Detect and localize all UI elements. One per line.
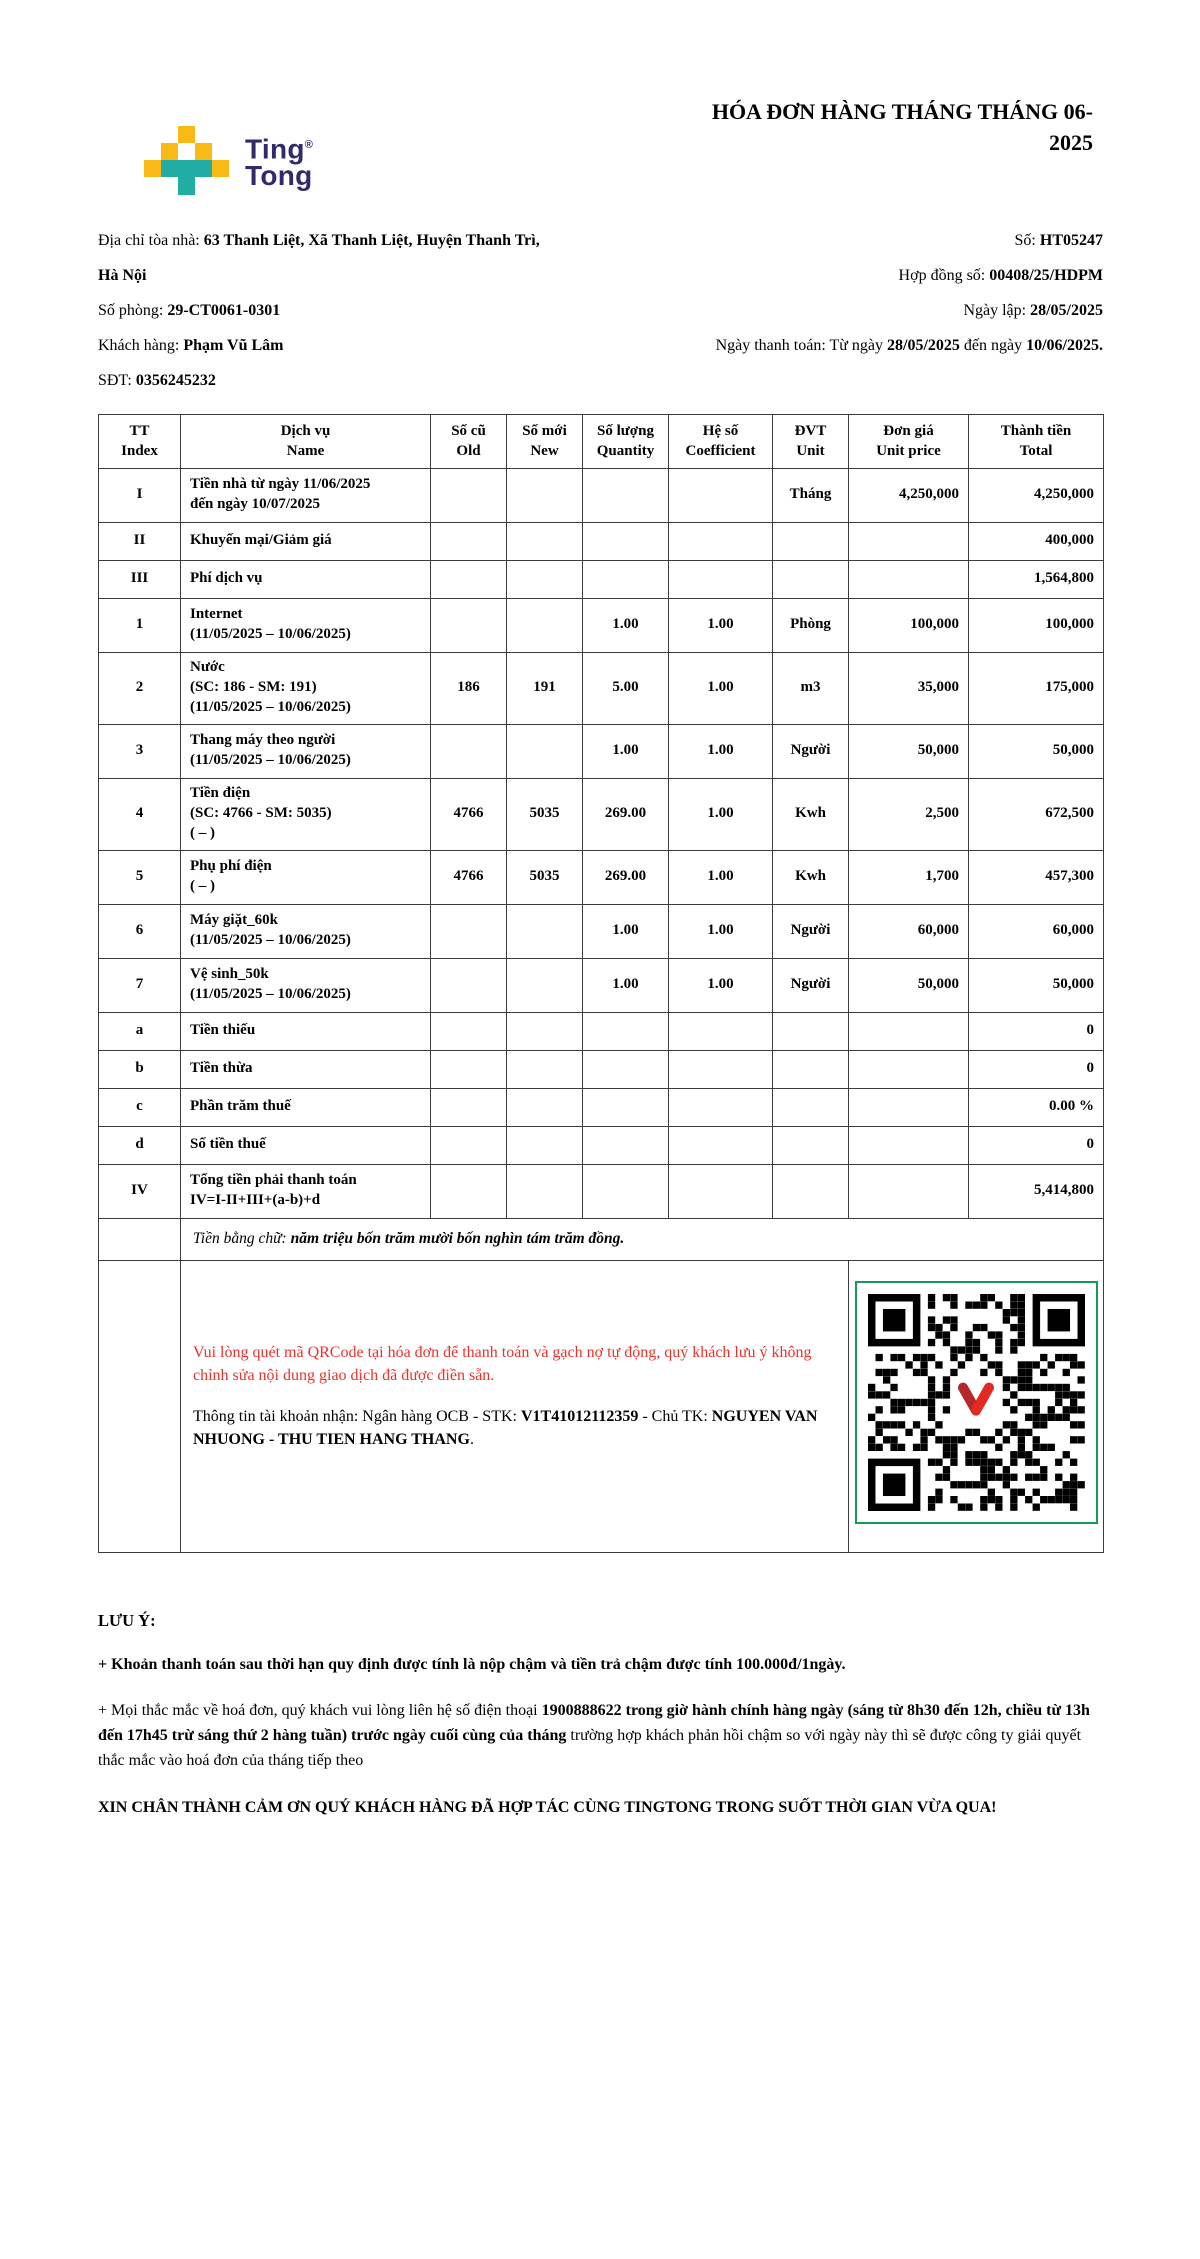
unit-price-cell: 50,000 <box>849 958 969 1012</box>
new-reading-cell <box>507 904 583 958</box>
contact-note-end: trường hợp khách phản hồi chậm so với ngày này thì sẽ được công ty giải quyết thắc mắc vào hoá đơn của tháng tiếp theo <box>98 1727 1082 1769</box>
coefficient-cell <box>669 1050 773 1088</box>
coefficient-cell <box>669 1012 773 1050</box>
service-name-cell <box>181 724 431 778</box>
invoice-table <box>98 414 1104 1553</box>
thanks-message: XIN CHÂN THÀNH CẢM ƠN QUÝ KHÁCH HÀNG ĐÃ HỢP TÁC CÙNG TINGTONG TRONG SUỐT THỜI GIAN VỪA QUA! <box>98 1798 997 1816</box>
unit-cell <box>773 1126 849 1164</box>
col-header-index: TT Index <box>99 415 181 469</box>
service-name-line: Tổng tiền phải thanh toán <box>190 1172 357 1189</box>
total-cell: 5,414,800 <box>969 1164 1104 1218</box>
col-header-old: Số cũ Old <box>431 415 507 469</box>
room-number <box>98 293 638 328</box>
total-cell: 0.00 % <box>969 1088 1104 1126</box>
address-label: Địa chỉ tòa nhà: <box>98 232 204 249</box>
new-reading-cell <box>507 1126 583 1164</box>
info-left <box>98 223 638 398</box>
total-cell: 672,500 <box>969 778 1104 850</box>
coefficient-cell: 1.00 <box>669 778 773 850</box>
contact-note-start: + Mọi thắc mắc về hoá đơn, quý khách vui lòng liên hệ số điện thoại <box>98 1702 542 1720</box>
invoice-title <box>625 96 1103 158</box>
new-reading-cell <box>507 1088 583 1126</box>
qr-code-frame <box>855 1281 1098 1524</box>
table-row <box>99 1164 1104 1218</box>
account-mid: - Chủ TK: <box>638 1407 712 1425</box>
account-end: . <box>469 1430 474 1448</box>
table-row <box>99 1126 1104 1164</box>
index-cell: 3 <box>99 724 181 778</box>
contact-note <box>98 1699 1103 1773</box>
service-name-line: ( – ) <box>190 824 215 841</box>
total-cell: 457,300 <box>969 850 1104 904</box>
account-holder: NGUYEN VAN NHUONG - THU TIEN HANG THANG <box>193 1407 818 1448</box>
address-value: 63 Thanh Liệt, Xã Thanh Liệt, Huyện Thanh Trì, <box>203 232 540 249</box>
new-reading-cell <box>507 522 583 560</box>
unit-price-cell: 2,500 <box>849 778 969 850</box>
unit-cell: Người <box>773 724 849 778</box>
index-cell: 1 <box>99 598 181 652</box>
amount-in-words-cell <box>181 1218 1104 1260</box>
old-reading-cell <box>431 1126 507 1164</box>
vietqr-v-icon <box>955 1381 997 1424</box>
service-name-cell <box>181 598 431 652</box>
service-name-line: (11/05/2025 – 10/06/2025) <box>190 626 351 642</box>
total-cell: 50,000 <box>969 724 1104 778</box>
customer-value: Phạm Vũ Lâm <box>183 337 284 354</box>
account-label: Thông tin tài khoản nhận: Ngân hàng OCB - STK: <box>193 1407 521 1425</box>
quantity-cell: 1.00 <box>583 724 669 778</box>
phone-value: 0356245232 <box>135 372 216 389</box>
old-reading-cell <box>431 904 507 958</box>
unit-price-cell <box>849 560 969 598</box>
account-number: V1T41012112359 <box>520 1407 639 1425</box>
index-cell: c <box>99 1088 181 1126</box>
coefficient-cell <box>669 1088 773 1126</box>
service-name-line: (11/05/2025 – 10/06/2025) <box>190 932 351 948</box>
unit-price-cell: 35,000 <box>849 652 969 724</box>
total-cell: 400,000 <box>969 522 1104 560</box>
phone-label: SĐT: <box>98 372 136 389</box>
tingtong-pixel-icon <box>144 126 230 195</box>
customer-label: Khách hàng: <box>98 337 184 354</box>
service-name-line: Máy giặt_60k <box>190 912 278 929</box>
service-name-line: Phần trăm thuế <box>190 1098 291 1115</box>
total-cell: 175,000 <box>969 652 1104 724</box>
amount-in-words-value: năm triệu bốn trăm mười bốn nghìn tám trăm đồng. <box>290 1229 625 1247</box>
qr-code-cell <box>849 1260 1104 1552</box>
old-reading-cell <box>431 1164 507 1218</box>
payment-label: Ngày thanh toán: Từ ngày <box>715 337 888 354</box>
coefficient-cell <box>669 1126 773 1164</box>
service-name-line: Vệ sinh_50k <box>190 966 269 983</box>
old-reading-cell <box>431 560 507 598</box>
old-reading-cell <box>431 1088 507 1126</box>
amount-in-words-label: Tiền bằng chữ: <box>193 1229 291 1247</box>
contract-value: 00408/25/HDPM <box>989 267 1103 284</box>
payment-period <box>716 328 1103 363</box>
new-reading-cell <box>507 468 583 522</box>
table-row <box>99 958 1104 1012</box>
table-row <box>99 1050 1104 1088</box>
unit-cell <box>773 560 849 598</box>
quantity-cell <box>583 1088 669 1126</box>
unit-cell <box>773 522 849 560</box>
room-value: 29-CT0061-0301 <box>167 302 281 319</box>
table-row <box>99 598 1104 652</box>
notes-heading: LƯU Ý: <box>98 1610 156 1630</box>
coefficient-cell <box>669 560 773 598</box>
total-cell: 100,000 <box>969 598 1104 652</box>
coefficient-cell: 1.00 <box>669 958 773 1012</box>
new-reading-cell: 5035 <box>507 778 583 850</box>
invoice-number <box>716 223 1103 258</box>
service-name-line: Tiền thiếu <box>190 1022 256 1039</box>
qr-payment-warning: Vui lòng quét mã QRCode tại hóa đơn để thanh toán và gạch nợ tự động, quý khách lưu ý không chỉnh sửa nội dung giao dịch đã được điền sẵn. <box>193 1344 812 1385</box>
quantity-cell <box>583 522 669 560</box>
service-name-line: Thang máy theo người <box>190 732 336 749</box>
col-header-unit: ĐVT Unit <box>773 415 849 469</box>
building-address <box>98 223 638 258</box>
invoice-no-value: HT05247 <box>1039 232 1103 249</box>
issue-date <box>716 293 1103 328</box>
invoice-title-line1: HÓA ĐƠN HÀNG THÁNG THÁNG 06- <box>711 99 1093 124</box>
issue-date-value: 28/05/2025 <box>1030 302 1103 319</box>
contract-number <box>716 258 1103 293</box>
unit-price-cell <box>849 1012 969 1050</box>
service-name-cell <box>181 1164 431 1218</box>
table-row <box>99 522 1104 560</box>
index-cell: 7 <box>99 958 181 1012</box>
coefficient-cell <box>669 522 773 560</box>
old-reading-cell <box>431 468 507 522</box>
quantity-cell: 1.00 <box>583 598 669 652</box>
unit-price-cell <box>849 1088 969 1126</box>
table-header-row <box>99 415 1104 469</box>
service-name-line: đến ngày 10/07/2025 <box>190 496 321 512</box>
service-name-line: (SC: 4766 - SM: 5035) <box>190 805 332 822</box>
invoice-title-line2: 2025 <box>1049 130 1093 156</box>
service-name-line: IV=I-II+III+(a-b)+d <box>190 1192 321 1208</box>
quantity-cell <box>583 560 669 598</box>
qr-left-cell <box>99 1260 181 1552</box>
coefficient-cell: 1.00 <box>669 598 773 652</box>
unit-price-cell: 100,000 <box>849 598 969 652</box>
unit-cell: Kwh <box>773 778 849 850</box>
quantity-cell: 269.00 <box>583 850 669 904</box>
table-row <box>99 850 1104 904</box>
invoice-table-body <box>99 468 1104 1218</box>
header <box>98 96 1103 195</box>
index-cell: IV <box>99 1164 181 1218</box>
unit-cell: Phòng <box>773 598 849 652</box>
total-cell: 0 <box>969 1126 1104 1164</box>
brand-name <box>245 132 314 192</box>
unit-price-cell <box>849 1164 969 1218</box>
service-name-cell <box>181 850 431 904</box>
index-cell: 4 <box>99 778 181 850</box>
index-cell: 2 <box>99 652 181 724</box>
index-cell: d <box>99 1126 181 1164</box>
quantity-cell: 5.00 <box>583 652 669 724</box>
table-row <box>99 468 1104 522</box>
unit-cell: Người <box>773 958 849 1012</box>
unit-cell: Tháng <box>773 468 849 522</box>
unit-price-cell <box>849 1050 969 1088</box>
service-name-cell <box>181 778 431 850</box>
registered-mark: ® <box>304 138 314 151</box>
service-name-line: Số tiền thuế <box>190 1136 266 1153</box>
payment-from: 28/05/2025 <box>887 337 960 354</box>
table-row <box>99 904 1104 958</box>
old-reading-cell <box>431 1050 507 1088</box>
info-right <box>716 223 1103 398</box>
unit-price-cell: 50,000 <box>849 724 969 778</box>
invoice-info <box>98 223 1103 398</box>
quantity-cell: 1.00 <box>583 904 669 958</box>
new-reading-cell <box>507 1164 583 1218</box>
quantity-cell: 269.00 <box>583 778 669 850</box>
service-name-cell <box>181 1012 431 1050</box>
unit-cell <box>773 1164 849 1218</box>
total-cell: 0 <box>969 1012 1104 1050</box>
new-reading-cell <box>507 598 583 652</box>
quantity-cell <box>583 468 669 522</box>
service-name-line: Phí dịch vụ <box>190 570 263 587</box>
late-payment-note: + Khoản thanh toán sau thời hạn quy định được tính là nộp chậm và tiền trả chậm được tính 100.000đ/1ngày. <box>98 1655 846 1673</box>
room-label: Số phòng: <box>98 302 168 319</box>
table-row <box>99 724 1104 778</box>
quantity-cell <box>583 1050 669 1088</box>
quantity-cell <box>583 1126 669 1164</box>
amount-in-words-row <box>99 1218 1104 1260</box>
old-reading-cell <box>431 598 507 652</box>
service-name-line: Tiền thừa <box>190 1060 253 1077</box>
quantity-cell <box>583 1012 669 1050</box>
bank-account-info <box>193 1405 836 1451</box>
service-name-cell <box>181 522 431 560</box>
unit-cell <box>773 1012 849 1050</box>
quantity-cell: 1.00 <box>583 958 669 1012</box>
index-cell: I <box>99 468 181 522</box>
payment-mid: đến ngày <box>959 337 1027 354</box>
new-reading-cell: 191 <box>507 652 583 724</box>
total-cell: 50,000 <box>969 958 1104 1012</box>
unit-price-cell <box>849 522 969 560</box>
footer-notes <box>98 1611 1103 1821</box>
old-reading-cell <box>431 1012 507 1050</box>
qr-instructions-cell <box>181 1260 849 1552</box>
brand-ting: Ting <box>245 133 305 165</box>
contact-note-hotline: 1900888622 trong giờ hành chính hàng ngày (sáng từ 8h30 đến 12h, chiều từ 13h đến 17h45 trừ sáng thứ 2 hàng tuần) trước ngày cuối cùng của tháng <box>98 1702 1090 1745</box>
issue-date-label: Ngày lập: <box>963 302 1031 319</box>
service-name-line: Tiền điện <box>190 785 251 802</box>
service-name-cell <box>181 560 431 598</box>
service-name-line: (SC: 186 - SM: 191) <box>190 679 317 696</box>
unit-cell <box>773 1050 849 1088</box>
total-cell: 4,250,000 <box>969 468 1104 522</box>
old-reading-cell: 4766 <box>431 778 507 850</box>
table-row <box>99 560 1104 598</box>
col-header-name: Dịch vụ Name <box>181 415 431 469</box>
new-reading-cell: 5035 <box>507 850 583 904</box>
customer-phone <box>98 363 638 398</box>
contract-label: Hợp đồng số: <box>898 267 990 284</box>
index-cell: 5 <box>99 850 181 904</box>
unit-price-cell: 4,250,000 <box>849 468 969 522</box>
service-name-line: Phụ phí điện <box>190 858 272 875</box>
total-cell: 60,000 <box>969 904 1104 958</box>
coefficient-cell: 1.00 <box>669 904 773 958</box>
unit-cell: Người <box>773 904 849 958</box>
service-name-cell <box>181 1050 431 1088</box>
table-row <box>99 652 1104 724</box>
unit-cell: Kwh <box>773 850 849 904</box>
coefficient-cell: 1.00 <box>669 652 773 724</box>
service-name-line: Tiền nhà từ ngày 11/06/2025 <box>190 476 371 493</box>
new-reading-cell <box>507 1012 583 1050</box>
payment-to: 10/06/2025. <box>1026 337 1103 354</box>
service-name-cell <box>181 958 431 1012</box>
new-reading-cell <box>507 724 583 778</box>
index-cell: b <box>99 1050 181 1088</box>
service-name-line: (11/05/2025 – 10/06/2025) <box>190 752 351 768</box>
tingtong-logo <box>144 126 313 195</box>
new-reading-cell <box>507 560 583 598</box>
service-name-cell <box>181 652 431 724</box>
table-row <box>99 778 1104 850</box>
coefficient-cell: 1.00 <box>669 724 773 778</box>
col-header-total: Thành tiền Total <box>969 415 1104 469</box>
col-header-new: Số mới New <box>507 415 583 469</box>
service-name-cell <box>181 904 431 958</box>
index-cell: II <box>99 522 181 560</box>
col-header-unit-price: Đơn giá Unit price <box>849 415 969 469</box>
index-cell: 6 <box>99 904 181 958</box>
service-name-line: Khuyến mại/Giảm giá <box>190 532 332 549</box>
customer-name <box>98 328 638 363</box>
new-reading-cell <box>507 1050 583 1088</box>
coefficient-cell <box>669 468 773 522</box>
new-reading-cell <box>507 958 583 1012</box>
brand-tong: Tong <box>245 160 313 192</box>
address-city: Hà Nội <box>98 267 147 284</box>
coefficient-cell: 1.00 <box>669 850 773 904</box>
unit-price-cell <box>849 1126 969 1164</box>
service-name-line: (11/05/2025 – 10/06/2025) <box>190 986 351 1002</box>
invoice-no-label: Số: <box>1014 232 1040 249</box>
old-reading-cell <box>431 724 507 778</box>
total-cell: 0 <box>969 1050 1104 1088</box>
table-row <box>99 1012 1104 1050</box>
service-name-line: ( – ) <box>190 878 215 894</box>
old-reading-cell <box>431 958 507 1012</box>
amount-in-words-index-cell <box>99 1218 181 1260</box>
index-cell: a <box>99 1012 181 1050</box>
service-name-cell <box>181 468 431 522</box>
service-name-line: (11/05/2025 – 10/06/2025) <box>190 698 351 715</box>
total-cell: 1,564,800 <box>969 560 1104 598</box>
col-header-coefficient: Hệ số Coefficient <box>669 415 773 469</box>
old-reading-cell <box>431 522 507 560</box>
index-cell: III <box>99 560 181 598</box>
old-reading-cell: 186 <box>431 652 507 724</box>
unit-cell: m3 <box>773 652 849 724</box>
coefficient-cell <box>669 1164 773 1218</box>
unit-cell <box>773 1088 849 1126</box>
unit-price-cell: 60,000 <box>849 904 969 958</box>
service-name-cell <box>181 1126 431 1164</box>
quantity-cell <box>583 1164 669 1218</box>
qr-row <box>99 1260 1104 1552</box>
service-name-line: Nước <box>190 659 225 676</box>
service-name-line: Internet <box>190 606 243 623</box>
table-row <box>99 1088 1104 1126</box>
col-header-quantity: Số lượng Quantity <box>583 415 669 469</box>
old-reading-cell: 4766 <box>431 850 507 904</box>
unit-price-cell: 1,700 <box>849 850 969 904</box>
service-name-cell <box>181 1088 431 1126</box>
